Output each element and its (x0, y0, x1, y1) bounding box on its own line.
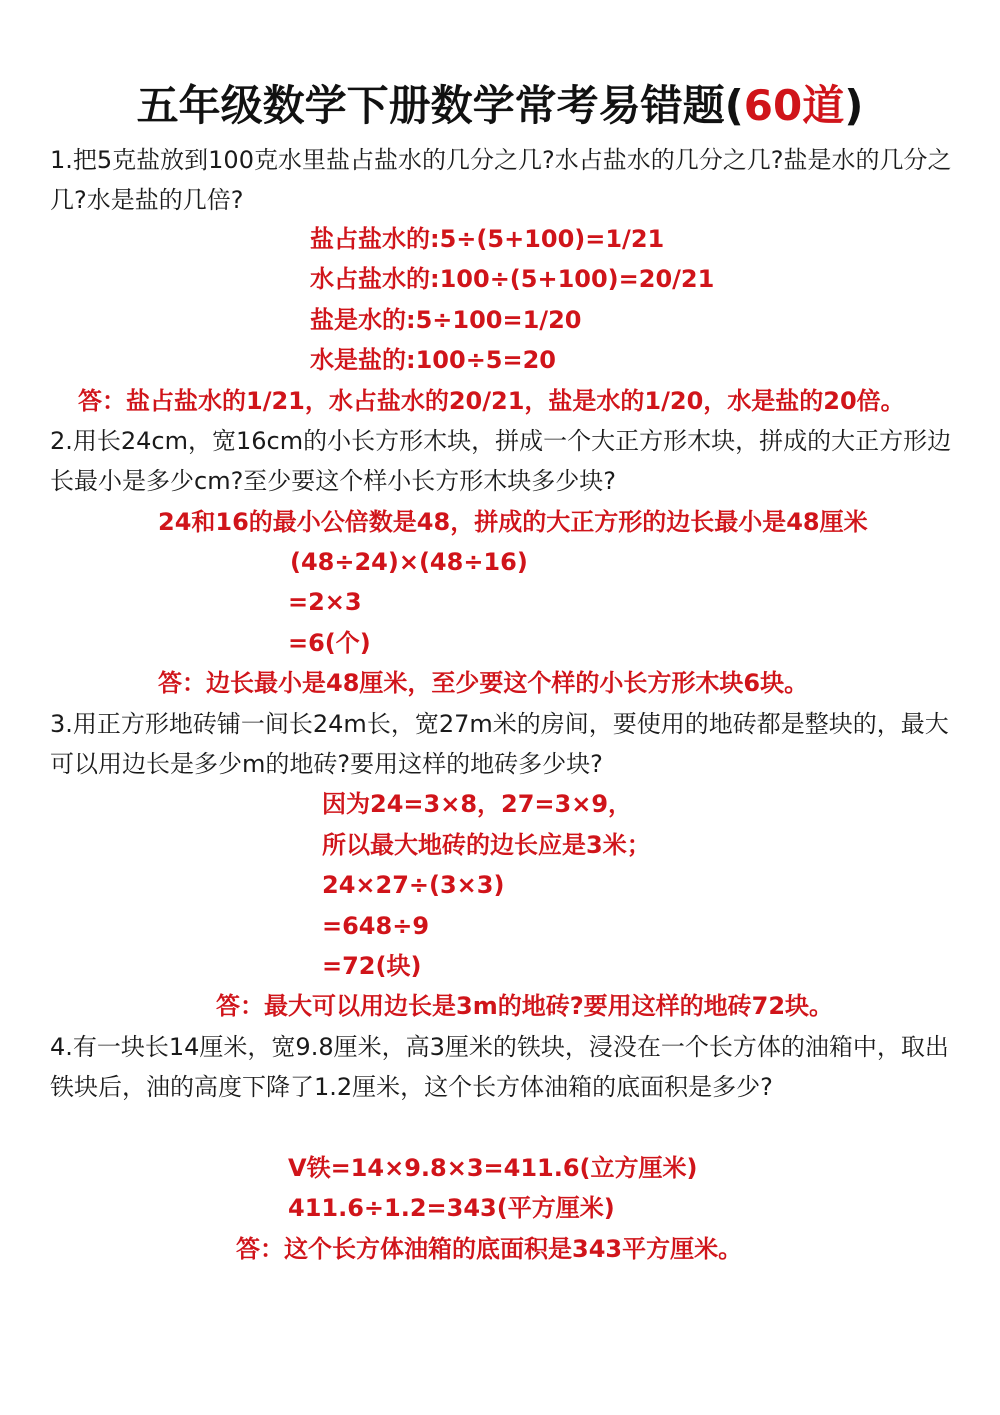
problem-4-question: 4.有一块长14厘米，宽9.8厘米，高3厘米的铁块，浸没在一个长方体的油箱中，取出铁块后，油的高度下降了1.2厘米，这个长方体油箱的底面积是多少? (50, 1033, 949, 1101)
problem-2-step: (48÷24)×(48÷16) (290, 548, 528, 576)
problem-2-step: =2×3 (288, 588, 362, 616)
problem-4-step: 411.6÷1.2=343(平方厘米) (288, 1194, 615, 1222)
title-main: 五年级数学下册数学常考易错题( (136, 81, 744, 130)
problem-4-answer: 答：这个长方体油箱的底面积是343平方厘米。 (236, 1235, 743, 1263)
problem-3-step: 因为24=3×8，27=3×9， (322, 790, 633, 818)
problem-2-step: =6(个) (288, 629, 371, 657)
problem-2-question: 2.用长24cm，宽16cm的小长方形木块，拼成一个大正方形木块，拼成的大正方形边长最小是多少cm?至少要这个样小长方形木块多少块? (50, 427, 952, 495)
problem-2-step: 24和16的最小公倍数是48，拼成的大正方形的边长最小是48厘米 (158, 508, 868, 536)
problem-3-step: =72(块) (322, 952, 422, 980)
problem-1-step: 盐占盐水的:5÷(5+100)=1/21 (310, 225, 665, 253)
problem-2-answer: 答：边长最小是48厘米，至少要这个样的小长方形木块6块。 (158, 669, 809, 697)
problem-1-step: 水占盐水的:100÷(5+100)=20/21 (310, 265, 715, 293)
problem-3-question: 3.用正方形地砖铺一间长24m长，宽27m米的房间，要使用的地砖都是整块的，最大可以用边长是多少m的地砖?要用这样的地砖多少块? (50, 710, 949, 778)
page-title (0, 76, 1000, 136)
problem-3-step: =648÷9 (322, 912, 430, 940)
problem-3-step: 所以最大地砖的边长应是3米； (322, 831, 651, 859)
problem-1-answer: 答：盐占盐水的1/21，水占盐水的20/21，盐是水的1/20，水是盐的20倍。 (78, 387, 905, 415)
problem-4-step: V铁=14×9.8×3=411.6(立方厘米) (288, 1154, 698, 1182)
title-close: ) (844, 81, 864, 130)
problem-3-step: 24×27÷(3×3) (322, 871, 505, 899)
problem-1-step: 水是盐的:100÷5=20 (310, 346, 557, 374)
problem-3-answer: 答：最大可以用边长是3m的地砖?要用这样的地砖72块。 (216, 992, 834, 1020)
problem-1-step: 盐是水的:5÷100=1/20 (310, 306, 582, 334)
title-count: 60道 (743, 81, 845, 130)
problem-1-question: 1.把5克盐放到100克水里盐占盐水的几分之几?水占盐水的几分之几?盐是水的几分之几?水是盐的几倍? (50, 146, 952, 214)
